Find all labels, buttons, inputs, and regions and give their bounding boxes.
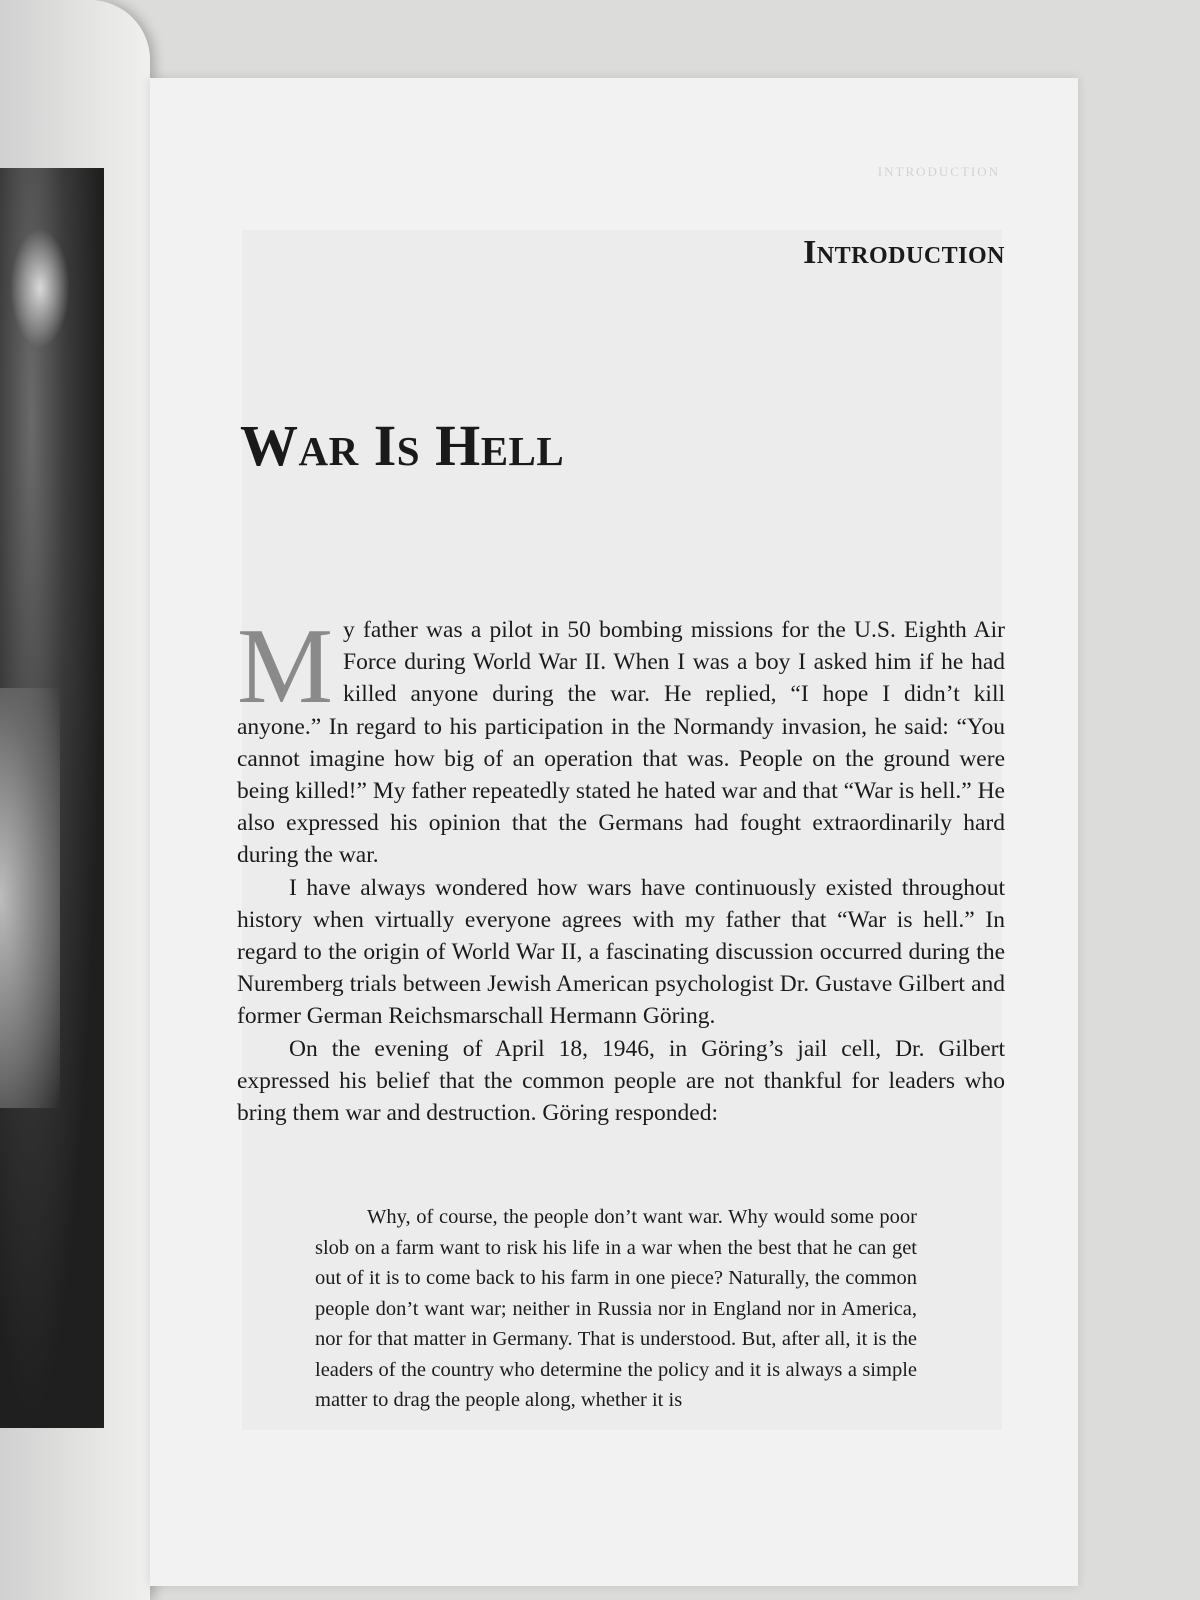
photo-highlight	[10, 228, 70, 348]
facing-page	[0, 0, 150, 1600]
section-label: Introduction	[803, 234, 1005, 271]
photo-highlight	[0, 688, 60, 1108]
paragraph-1-text: y father was a pilot in 50 bombing missions for the U.S. Eighth Air Force during World War II. When I was a boy I asked him if he had killed anyone during the war. He replied, “I hope I didn’t kill anyone.” In regard to his participation in the Normandy invasion, he said: “You cannot imagine how big of an operation that was. People on the ground were being killed!” My father repeatedly stated he hated war and that “War is hell.” He also expressed his opinion that the Germans had fought extraordinarily hard during the war.	[237, 617, 1005, 869]
paragraph-2: I have always wondered how wars have continuously existed throughout history when virtually everyone agrees with my father that “War is hell.” In regard to the origin of World War II, a fascinating discussion occurred during the Nuremberg trials between Jewish American psychologist Dr. Gustave Gilbert and former German Reichsmarschall Hermann Göring.	[237, 874, 1005, 1030]
body-text	[237, 607, 1005, 1129]
paragraph-1	[237, 607, 1005, 872]
facing-page-photo	[0, 168, 104, 1428]
chapter-title: War Is Hell	[240, 413, 565, 478]
drop-cap: M	[237, 607, 334, 726]
paragraph-3: On the evening of April 18, 1946, in Göring’s jail cell, Dr. Gilbert expressed his belief that the common people are not thankful for leaders who bring them war and destruction. Göring responded:	[237, 1035, 1005, 1127]
block-quote: Why, of course, the people don’t want war. Why would some poor slob on a farm want to risk his life in a war when the best that he can get out of it is to come back to his farm in one piece? Naturally, the common people don’t want war; neither in Russia nor in England nor in America, nor for that matter in Germany. That is understood. But, after all, it is the leaders of the country who determine the policy and it is always a simple matter to drag the people along, whether it is	[315, 1206, 917, 1411]
running-head: INTRODUCTION	[877, 164, 1000, 179]
